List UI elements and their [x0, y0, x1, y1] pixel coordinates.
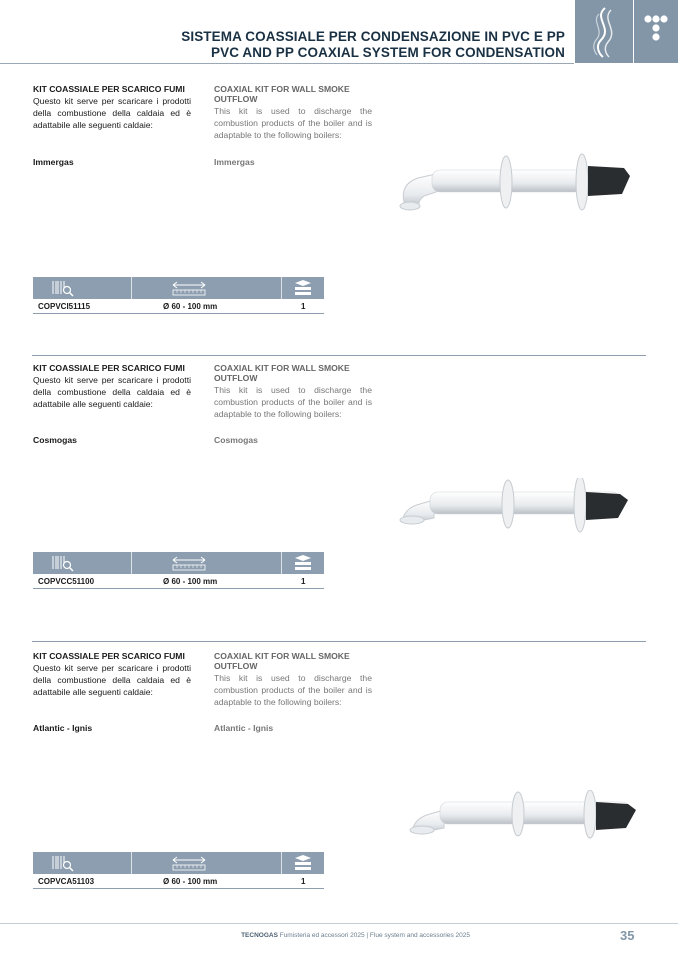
product-diameter: Ø 60 - 100 mm: [163, 302, 218, 311]
kit-title-italian: KIT COASSIALE PER SCARICO FUMI: [33, 84, 185, 94]
ruler-measure-icon: [171, 855, 207, 871]
barcode-search-icon: [51, 554, 77, 572]
kit-description-english: This kit is used to discharge the combustion products of the boiler and is adaptable to the following boilers:: [214, 673, 372, 707]
kit-description-english: This kit is used to discharge the combustion products of the boiler and is adaptable to the following boilers:: [214, 106, 372, 140]
table-header-bar: [33, 852, 324, 874]
product-diameter: Ø 60 - 100 mm: [163, 877, 218, 886]
boiler-brand-italian: Atlantic - Ignis: [33, 723, 93, 733]
coaxial-kit-product-image: [396, 150, 632, 216]
table-header-bar: [33, 277, 324, 299]
page-number: 35: [620, 928, 635, 943]
package-quantity-icon: [292, 554, 314, 572]
header-smoke-badge: [575, 0, 633, 63]
kit-title-italian: KIT COASSIALE PER SCARICO FUMI: [33, 363, 185, 373]
product-code: COPVCI51115: [38, 302, 91, 311]
product-quantity: 1: [301, 302, 306, 311]
kit-description-italian: Questo kit serve per scaricare i prodotti della combustione della caldaia ed è adattabile alle seguenti caldaie:: [33, 375, 191, 409]
smoke-icon: [575, 0, 633, 63]
kit-description-english: This kit is used to discharge the combustion products of the boiler and is adaptable to the following boilers:: [214, 385, 372, 419]
product-diameter: Ø 60 - 100 mm: [163, 577, 218, 586]
coaxial-kit-product-image: [398, 478, 630, 540]
product-quantity: 1: [301, 577, 306, 586]
table-header-bar: [33, 552, 324, 574]
footer-divider: [0, 923, 678, 924]
table-row: [33, 301, 324, 313]
kit-title-english: COAXIAL KIT FOR WALL SMOKE OUTFLOW: [214, 84, 350, 104]
kit-description-italian: Questo kit serve per scaricare i prodotti della combustione della caldaia ed è adattabile alle seguenti caldaie:: [33, 663, 191, 697]
boiler-brand-english: Immergas: [214, 157, 255, 167]
brand-dots-icon: [634, 0, 678, 63]
boiler-brand-italian: Immergas: [33, 157, 74, 167]
header-divider: [0, 63, 574, 64]
boiler-brand-italian: Cosmogas: [33, 435, 77, 445]
table-row: [33, 876, 324, 888]
footer-text: Fumisteria ed accessori 2025 | Flue system and accessories 2025: [279, 932, 470, 939]
ruler-measure-icon: [171, 280, 207, 296]
kit-title-english: COAXIAL KIT FOR WALL SMOKE OUTFLOW: [214, 363, 350, 383]
product-code: COPVCC51100: [38, 577, 95, 586]
table-row-underline: [33, 888, 324, 889]
product-quantity: 1: [301, 877, 306, 886]
coaxial-kit-product-image: [406, 790, 638, 850]
boiler-brand-english: Cosmogas: [214, 435, 258, 445]
table-row: [33, 576, 324, 588]
footer-caption: [140, 932, 470, 939]
header-logo-badge: [634, 0, 678, 63]
barcode-search-icon: [51, 279, 77, 297]
footer-brand: TECNOGAS: [241, 932, 278, 939]
kit-title-english: COAXIAL KIT FOR WALL SMOKE OUTFLOW: [214, 651, 350, 671]
package-quantity-icon: [292, 854, 314, 872]
kit-description-italian: Questo kit serve per scaricare i prodotti della combustione della caldaia ed è adattabile alle seguenti caldaie:: [33, 96, 191, 130]
page-title-italian: SISTEMA COASSIALE PER CONDENSAZIONE IN PVC E PP: [181, 29, 565, 44]
section-divider: [32, 641, 646, 642]
barcode-search-icon: [51, 854, 77, 872]
product-code: COPVCA51103: [38, 877, 95, 886]
table-row-underline: [33, 313, 324, 314]
table-row-underline: [33, 588, 324, 589]
page-title-english: PVC AND PP COAXIAL SYSTEM FOR CONDENSATION: [211, 45, 565, 60]
boiler-brand-english: Atlantic - Ignis: [214, 723, 274, 733]
package-quantity-icon: [292, 279, 314, 297]
ruler-measure-icon: [171, 555, 207, 571]
section-divider: [32, 355, 646, 356]
kit-title-italian: KIT COASSIALE PER SCARICO FUMI: [33, 651, 185, 661]
